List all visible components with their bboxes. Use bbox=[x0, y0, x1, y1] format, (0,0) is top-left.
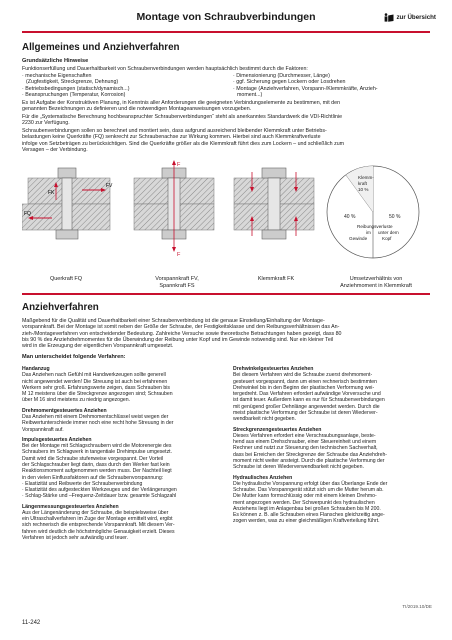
pie-label: 10 % bbox=[358, 187, 369, 192]
f-top-label: F bbox=[177, 162, 181, 168]
paragraph: Für die „Systematische Berechnung hochbeanspruchter Schraubenverbindungen“ steht als anerkanntes Standardwerk die VDI-Richtlinie 2230 zur Verfügung. bbox=[22, 114, 343, 127]
subheading: Man unterscheidet folgende Verfahren: bbox=[22, 354, 126, 360]
method-text: · Elastizität und Reibwerte der Schraubenverbindung bbox=[22, 480, 143, 487]
clamp-force-diagram bbox=[234, 168, 314, 239]
method-text: Damit wird die Schraube stufenweise vorgespannt. Der Vorteil bbox=[22, 455, 164, 462]
method-text: Das Anziehen nach Gefühl mit Handwerkzeugen sollte generell bbox=[22, 372, 166, 379]
left-column bbox=[22, 366, 226, 541]
pie-inner-text: Reibungsverluste bbox=[357, 224, 393, 229]
paragraph: Schraubenverbindungen sollen so berechnet und montiert sein, dass aufgrund ausreichend bleibender Klemmkraft unter Betriebs- belastungen keine Querkräfte (FQ) senkrecht zur Schraubenachse zur Wirkung kommen. Hierbei sind auch Klemmkraftverluste infolge von Setzbeträgen zu berücksichtigen. Sind die Querkräfte größer als die Klemmkraft führt dies zum Lockern – und schließlich zum Versagen – der Verbindung. bbox=[22, 128, 345, 153]
method-text: Vorspannkraft auf. bbox=[22, 426, 64, 433]
method-heading: Impulsgesteuertes Anziehen bbox=[22, 436, 92, 443]
method-text: ist damit teuer. Außerdem kann es nur für Schraubenverbindungen bbox=[233, 397, 385, 404]
method-text: in den vielen Einflussfaktoren auf die Schraubenvorspannung: bbox=[22, 474, 164, 481]
method-heading: Handanzug bbox=[22, 366, 50, 372]
method-text: meist plastische Verformung der Schraube ist deren Wiederver- bbox=[233, 409, 378, 416]
method-text: Aus der Längenänderung der Schraube, die beispielsweise über bbox=[22, 509, 169, 516]
method-text: M 12 meistens über die Streckgrenze angezogen sind; Schrauben bbox=[22, 391, 173, 398]
method-text: Bei der Montage mit Schlagschraubern wird die Motorenergie des bbox=[22, 443, 172, 450]
caption-preload: Vorspannkraft FV, Spannkraft FS bbox=[155, 276, 199, 289]
fv-label: FV bbox=[106, 183, 113, 189]
method-text: Schraube ist deren Wiederverwendbarkeit nicht gegeben. bbox=[233, 464, 364, 471]
method-text: gesteuert vorgespannt, dann um einen rechnerisch bestimmten bbox=[233, 378, 378, 385]
method-text: Reibwertunterschiede immer noch eine recht hohe Streuung in der bbox=[22, 420, 174, 427]
overview-label: zur Übersicht bbox=[396, 14, 436, 21]
pie-inner-text: Kopf bbox=[382, 236, 392, 241]
pie-label: 40 % bbox=[344, 214, 356, 220]
bullet-item: (Zugfestigkeit, Streckgrenze, Dehnung) bbox=[26, 79, 119, 86]
bolt-figure bbox=[22, 160, 432, 272]
bullet-item: · Beanspruchungen (Temperatur, Korrosion) bbox=[22, 91, 126, 98]
method-heading: Längenmessungsgesteuertes Anziehen bbox=[22, 503, 119, 510]
method-text: · Elastizität des aufgesteckten Werkzeuges und der Verlängerungen bbox=[22, 487, 177, 494]
method-text: sich rechnerisch die entsprechende Vorspannkraft. Mit diesem Ver- bbox=[22, 522, 175, 529]
method-text: nicht angewendet werden! Die Streuung ist auch bei erfahrenen bbox=[22, 378, 168, 385]
method-text: der Schlagschrauber liegt darin, dass durch den Werker fast kein bbox=[22, 461, 170, 468]
section-rule bbox=[22, 293, 430, 295]
method-text: Die hydraulische Vorspannung erfolgt über das Überlange Ende der bbox=[233, 480, 388, 487]
doc-stamp: TI/2019.10/DE bbox=[402, 604, 432, 609]
pie-label: Klemm- bbox=[358, 175, 374, 180]
method-text: Verfahren ist jedoch sehr aufwändig und teuer. bbox=[22, 535, 129, 542]
method-text: fahren wird deutlich die höchstmögliche Genauigkeit erzielt. Dieses bbox=[22, 528, 175, 535]
page-title: Montage von Schraubverbindungen bbox=[136, 11, 316, 23]
method-text: ment angezogen werden. Der Schwerpunkt des hydraulischen bbox=[233, 499, 375, 506]
caption-ratio: Umsetzverhältnis von Anziehmoment in Klemmkraft bbox=[340, 276, 412, 289]
method-text: hend aus einem Drehschrauber, einer Steuereinheit und einem bbox=[233, 439, 377, 446]
method-text: über M 16 sind meistens zu niedrig angezogen. bbox=[22, 397, 131, 404]
bullet-item: · ggf. Sicherung gegen Lockern oder Losdrehen bbox=[233, 79, 346, 86]
bullet-item: · mechanische Eigenschaften bbox=[22, 73, 92, 79]
method-text: ein Ultraschallverfahren im Zuge der Montage ermittelt wird, ergibt bbox=[22, 516, 173, 523]
overview-link[interactable] bbox=[383, 13, 436, 22]
f-bottom-label: F bbox=[177, 252, 181, 258]
fq-label: FQ bbox=[24, 211, 31, 217]
pie-inner-text: im bbox=[366, 230, 371, 235]
header-rule bbox=[22, 31, 430, 33]
pie-inner-text: unter dem bbox=[378, 230, 399, 235]
method-text: Schraubers im Schlagwerk in tangentiale Drehimpulse umgesetzt. bbox=[22, 449, 173, 456]
bullet-item: · Dimensionierung (Durchmesser, Länge) bbox=[233, 73, 330, 79]
reader-icon bbox=[383, 13, 394, 22]
method-text: dass bei Erreichen der Streckgrenze der Schraube das Anziehdreh- bbox=[233, 451, 388, 458]
method-text: · Schlag-Stärke und –Frequenz-Zeitdauer bzw. gesamte Schlagzahl bbox=[22, 493, 177, 500]
bullets-right bbox=[233, 73, 433, 98]
paragraph: Es ist Aufgabe der Konstruktiven Planung, in Kenntnis aller Anforderungen die geeigneten Verbindungselemente zu bestimmen, mit den genannten Bezeichnungen zu definieren und die notwendigen Montageanweisungen vorzugeben. bbox=[22, 100, 341, 113]
pie-label: 50 % bbox=[389, 214, 401, 220]
method-text: Anziehens liegt im Anlagenbau bei großen Schrauben bis M 200. bbox=[233, 505, 381, 512]
bullet-item: · Montage (Anziehverfahren, Vorspann-/Klemmkräfte, Anzieh- bbox=[233, 85, 378, 92]
method-text: Die Mutter kann formschlüssig oder mit einem kleinen Drehmo- bbox=[233, 493, 377, 500]
caption-shear: Querkraft FQ bbox=[49, 276, 83, 282]
bullet-item: · Betriebsbedingungen (statisch/dynamisch...) bbox=[22, 85, 130, 92]
method-text: Das Anziehen mit einem Drehmomentschlüssel weist wegen der bbox=[22, 413, 169, 420]
method-text: Es können z. B. alle Schrauben eines Flansches gleichzeitig ange- bbox=[233, 512, 385, 519]
method-text: Dieses Verfahren erfordert eine Verschraubungsanlage, beste- bbox=[233, 432, 376, 439]
intro-text: Funktionserfüllung und Dauerhaltbarkeit von Schraubenverbindungen werden hauptsächlich bestimmt durch die Faktoren: bbox=[22, 66, 308, 72]
method-heading: Streckgrenzengesteuertes Anziehen bbox=[233, 426, 322, 433]
subheading: Grundsätzliche Hinweise bbox=[22, 58, 89, 64]
method-heading: Drehwinkelgesteuertes Anziehen bbox=[233, 366, 314, 372]
right-column bbox=[233, 366, 433, 525]
pie-inner-text: Gewinde bbox=[349, 236, 368, 241]
method-text: wendbarkeit nicht gegeben. bbox=[233, 416, 296, 423]
section-heading: Anziehverfahren bbox=[22, 302, 99, 313]
shear-force-diagram bbox=[22, 168, 110, 239]
method-text: Werkern sehr groß. Erfahrungswerte zeigen, dass Schrauben bis bbox=[22, 384, 170, 391]
bullet-item: moment...) bbox=[237, 91, 263, 98]
page-number: 11-242 bbox=[22, 620, 41, 626]
section-heading: Allgemeines und Anziehverfahren bbox=[22, 42, 180, 53]
method-text: Drehwinkel bis in den Beginn der plastischen Verformung wei- bbox=[233, 384, 375, 391]
method-text: moment nicht weiter ansteigt. Durch die plastische Verformung der bbox=[233, 457, 385, 464]
fk-label: FK bbox=[48, 190, 55, 196]
preload-diagram bbox=[134, 160, 214, 252]
method-text: zogen werden, was zu einer gleichmäßigen Kraftverteilung führt. bbox=[233, 518, 380, 525]
pie-label: kraft bbox=[358, 181, 367, 186]
caption-clamp: Klemmkraft FK bbox=[257, 276, 295, 282]
method-heading: Drehmomentgesteuertes Anziehen bbox=[22, 407, 107, 414]
method-text: Bei diesem Verfahren wird die Schraube zuerst drehmoment- bbox=[233, 372, 373, 379]
method-heading: Hydraulisches Anziehen bbox=[233, 474, 293, 481]
method-text: tergedreht. Das Verfahren erfordert aufwändige Vorversuche und bbox=[233, 391, 381, 398]
bullets-left bbox=[22, 73, 227, 98]
method-text: mit genügend großer Dehnlänge angewendet werden. Durch die bbox=[233, 403, 380, 410]
paragraph: Maßgebend für die Qualität und Dauerhaltbarkeit einer Schraubenverbindung ist die genaue Einstellung/Einhaltung der Montage- vorspannkraft. Bei der Montage ist somit neben der Größe der Schraube, der Festigkeitsklasse und den Reibungsverhältnissen das An- zieh-/Montageverfahren von entscheidender Bedeutung. Zahlreiche Versuche sowie theoretische Betrachtungen haben gezeigt, dass 80 bis 90 % des Anziehdrehmomentes für die Überwindung der Reibung unter Kopf und im Gewinde notwendig sind. Nur ein kleiner Teil wird in die Erzeugung der eigentlichen Vorspannkraft umgesetzt. bbox=[22, 318, 342, 350]
method-text: Schraube. Das Vorspanngerät stützt sich um die Mutter herum ab. bbox=[233, 487, 384, 494]
method-text: Reaktionsmoment aufgenommen werden muss. Der Nachteil liegt bbox=[22, 468, 172, 475]
method-text: Rechner und nutzt zur Steuerung den technischen Sachverhalt, bbox=[233, 445, 378, 452]
